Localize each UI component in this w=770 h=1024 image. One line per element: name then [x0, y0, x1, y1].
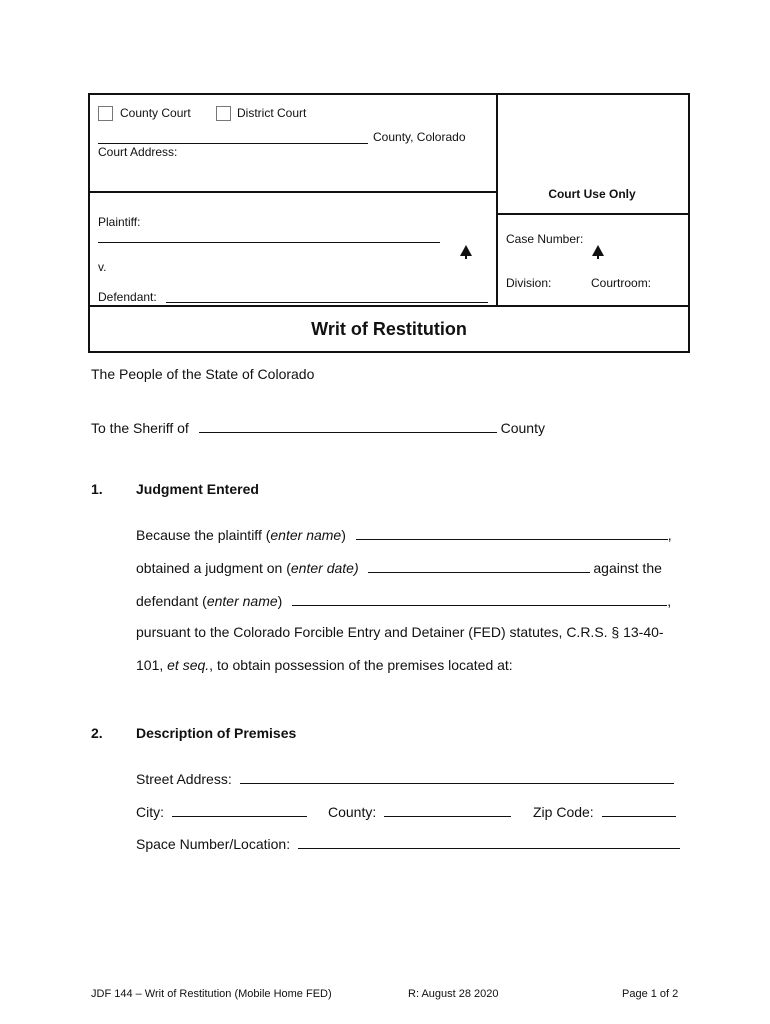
- judgment-line-3: [136, 592, 671, 609]
- up-arrow-tree-icon: [460, 245, 472, 256]
- courtroom-label: Courtroom:: [591, 276, 652, 290]
- defendant-name-field[interactable]: [292, 592, 667, 606]
- text-fragment: ,: [667, 527, 672, 543]
- title-cell: [90, 305, 688, 351]
- county-colorado-label: County, Colorado: [373, 130, 466, 144]
- text-fragment: obtained a judgment on (: [136, 560, 291, 576]
- street-address-label: Street Address:: [136, 771, 232, 787]
- text-fragment: against the: [593, 560, 662, 576]
- county-name-field[interactable]: [98, 130, 368, 144]
- space-number-label: Space Number/Location:: [136, 836, 291, 852]
- plaintiff-label: Plaintiff:: [98, 215, 141, 229]
- court-info-cell: [90, 95, 498, 193]
- footer-form-id: JDF 144 – Writ of Restitution (Mobile Home FED): [91, 988, 332, 1000]
- text-fragment: defendant (: [136, 593, 207, 609]
- zip-row: [533, 803, 676, 820]
- up-arrow-tree-icon: [592, 245, 604, 256]
- city-label: City:: [136, 804, 164, 820]
- court-use-only-label: Court Use Only: [548, 187, 636, 201]
- footer-revision: R: August 28 2020: [408, 988, 499, 1000]
- section-2-number: 2.: [91, 725, 103, 741]
- plaintiff-field[interactable]: [98, 229, 440, 243]
- district-court-checkbox[interactable]: [216, 106, 231, 121]
- court-use-cell: [498, 95, 688, 215]
- city-row: [136, 803, 307, 820]
- city-field[interactable]: [172, 803, 307, 817]
- text-fragment: Because the plaintiff (: [136, 527, 271, 543]
- judgment-line-2: [136, 559, 662, 576]
- case-number-cell: [498, 215, 688, 305]
- judgment-line-1: [136, 526, 672, 543]
- parties-cell: [90, 193, 498, 305]
- county-field[interactable]: [384, 803, 511, 817]
- text-fragment: 101,: [136, 657, 168, 673]
- section-2-heading: Description of Premises: [136, 725, 297, 741]
- text-emphasis: enter name: [270, 527, 342, 543]
- versus-label: v.: [98, 260, 107, 274]
- people-of-state: The People of the State of Colorado: [91, 366, 315, 382]
- sheriff-prefix: To the Sheriff of: [91, 420, 189, 436]
- county-court-checkbox[interactable]: [98, 106, 113, 121]
- street-address-row: [136, 770, 674, 787]
- plaintiff-name-field[interactable]: [356, 526, 668, 540]
- text-emphasis: enter name: [206, 593, 278, 609]
- zip-code-field[interactable]: [602, 803, 676, 817]
- sheriff-county-field[interactable]: [199, 419, 497, 433]
- text-fragment: ): [341, 527, 346, 543]
- court-address-label: Court Address:: [98, 145, 178, 159]
- judgment-date-field[interactable]: [368, 559, 590, 573]
- section-1-heading: Judgment Entered: [136, 481, 259, 497]
- text-emphasis: et seq.: [167, 657, 210, 673]
- case-caption: [88, 93, 690, 353]
- county-label: County:: [328, 804, 377, 820]
- division-label: Division:: [506, 276, 552, 290]
- county-row: [328, 803, 511, 820]
- county-court-label: County Court: [120, 106, 191, 120]
- document-title: Writ of Restitution: [311, 319, 467, 339]
- judgment-line-5: [136, 657, 513, 673]
- text-fragment: , to obtain possession of the premises located at:: [209, 657, 513, 673]
- district-court-label: District Court: [237, 106, 307, 120]
- space-number-field[interactable]: [298, 835, 680, 849]
- space-number-row: [136, 835, 680, 852]
- text-emphasis: enter date): [290, 560, 359, 576]
- defendant-field[interactable]: [166, 289, 488, 303]
- section-1-number: 1.: [91, 481, 103, 497]
- text-fragment: ): [277, 593, 283, 609]
- street-address-field[interactable]: [240, 770, 674, 784]
- sheriff-line: [91, 419, 545, 436]
- zip-code-label: Zip Code:: [533, 804, 594, 820]
- sheriff-suffix: County: [500, 420, 545, 436]
- judgment-line-4: pursuant to the Colorado Forcible Entry and Detainer (FED) statutes, C.R.S. § 13-40-: [136, 624, 664, 640]
- text-fragment: ,: [667, 593, 672, 609]
- footer-page-number: Page 1 of 2: [622, 988, 679, 1000]
- case-number-label: Case Number:: [506, 232, 584, 246]
- defendant-label: Defendant:: [98, 290, 157, 304]
